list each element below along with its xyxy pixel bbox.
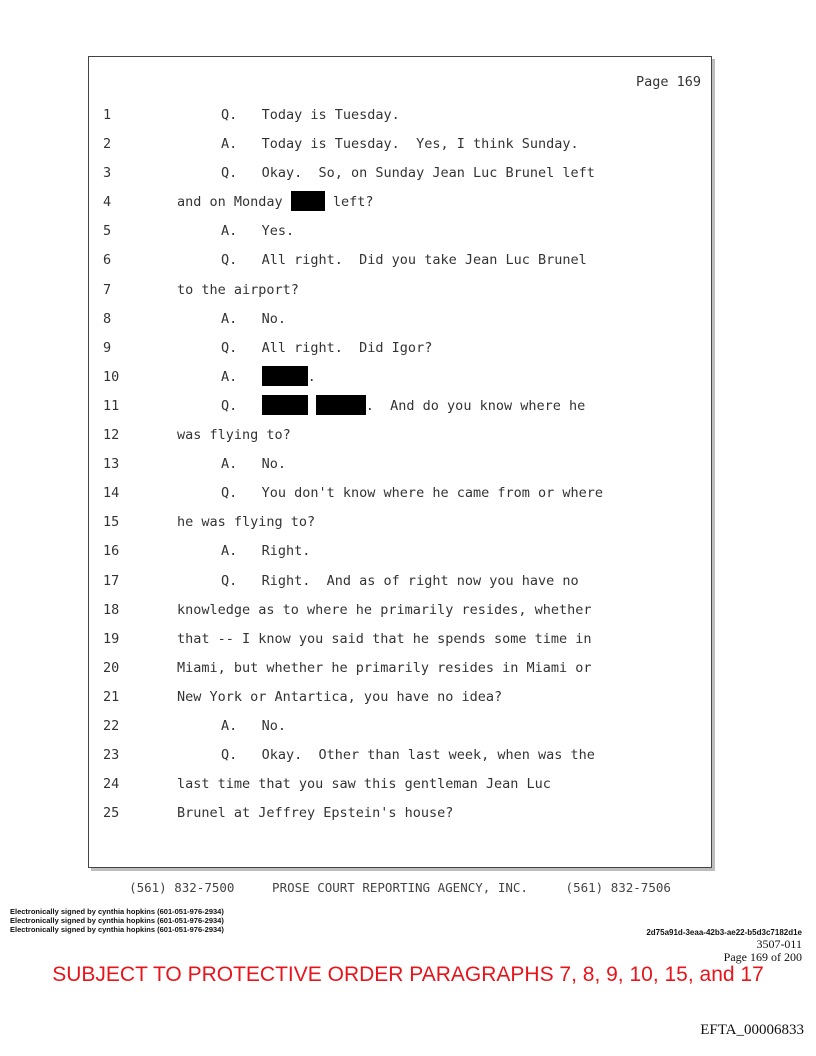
line-text: Q. All right. Did you take Jean Luc Brunel (221, 252, 587, 269)
line-number: 25 (103, 805, 120, 822)
line-number: 2 (103, 136, 112, 153)
redaction-box (262, 395, 308, 415)
line-text (221, 392, 585, 421)
transcript-line (89, 508, 711, 537)
line-number: 5 (103, 223, 112, 240)
transcript-line (89, 479, 711, 508)
document-metadata (646, 928, 802, 964)
transcript-line (89, 654, 711, 683)
line-text: he was flying to? (177, 514, 316, 531)
signature-line: Electronically signed by cynthia hopkins (601-051-976-2934) (10, 916, 224, 925)
line-number: 22 (103, 717, 120, 734)
line-text: was flying to? (177, 427, 291, 444)
line-text (221, 363, 316, 392)
line-text: Q. Right. And as of right now you have no (221, 572, 579, 589)
transcript-line (89, 130, 711, 159)
line-text: that -- I know you said that he spends some time in (177, 630, 592, 647)
line-text: A. No. (221, 456, 287, 473)
transcript-line (89, 625, 711, 654)
transcript-line (89, 567, 711, 596)
line-number: 12 (103, 427, 120, 444)
document-hash: 2d75a91d-3eaa-42b3-ae22-b5d3c7182d1e (646, 928, 802, 937)
line-number: 6 (103, 252, 112, 269)
line-number: 11 (103, 397, 120, 414)
electronic-signatures (10, 907, 224, 934)
line-number: 10 (103, 368, 120, 385)
line-number: 8 (103, 310, 112, 327)
transcript-lines (89, 101, 711, 828)
line-text: Brunel at Jeffrey Epstein's house? (177, 805, 454, 822)
redaction-box (316, 395, 366, 415)
transcript-line (89, 363, 711, 392)
transcript-line (89, 450, 711, 479)
page-header: Page 169 (635, 74, 701, 90)
line-number: 18 (103, 601, 120, 618)
line-text: knowledge as to where he primarily resides, whether (177, 601, 592, 618)
transcript-line (89, 101, 711, 130)
line-text: A. No. (221, 717, 287, 734)
line-number: 20 (103, 659, 120, 676)
line-text: Q. Okay. So, on Sunday Jean Luc Brunel left (221, 165, 595, 182)
line-text-part: A. (221, 368, 262, 385)
exhibit-number: 3507-011 (756, 937, 802, 951)
line-text: A. Today is Tuesday. Yes, I think Sunday. (221, 136, 579, 153)
line-number: 21 (103, 688, 120, 705)
transcript-line (89, 246, 711, 275)
line-text-part (308, 398, 316, 414)
transcript-line (89, 770, 711, 799)
redaction-box (291, 191, 325, 211)
line-number: 14 (103, 485, 120, 502)
line-text: Q. You don't know where he came from or where (221, 485, 604, 502)
transcript-line (89, 596, 711, 625)
transcript-line (89, 305, 711, 334)
line-text-part: and on Monday (177, 194, 291, 211)
line-number: 24 (103, 776, 120, 793)
line-text: last time that you saw this gentleman Jean Luc (177, 776, 551, 793)
transcript-line (89, 421, 711, 450)
line-number: 9 (103, 339, 112, 356)
transcript-line (89, 276, 711, 305)
signature-line: Electronically signed by cynthia hopkins (601-051-976-2934) (10, 907, 224, 916)
reporting-agency-footer: (561) 832-7500 PROSE COURT REPORTING AGENCY, INC. (561) 832-7506 (129, 880, 671, 895)
protective-order-banner: SUBJECT TO PROTECTIVE ORDER PARAGRAPHS 7, 8, 9, 10, 15, and 17 (52, 963, 764, 986)
line-text: A. Right. (221, 543, 311, 560)
transcript-line (89, 159, 711, 188)
line-number: 7 (103, 281, 112, 298)
line-text: New York or Antartica, you have no idea? (177, 688, 503, 705)
transcript-line (89, 683, 711, 712)
line-text: Q. Okay. Other than last week, when was the (221, 747, 595, 764)
transcript-line (89, 217, 711, 246)
line-number: 16 (103, 543, 120, 560)
line-number: 15 (103, 514, 120, 531)
line-number: 1 (103, 107, 112, 123)
line-number: 13 (103, 456, 120, 473)
line-text (177, 188, 374, 217)
line-number: 19 (103, 630, 120, 647)
line-text: Miami, but whether he primarily resides in Miami or (177, 659, 592, 676)
transcript-page-frame (88, 56, 712, 868)
transcript-line (89, 741, 711, 770)
line-text-part: Q. (221, 397, 262, 414)
line-number: 3 (103, 165, 112, 182)
line-text-part: left? (324, 194, 374, 211)
transcript-line (89, 712, 711, 741)
line-number: 17 (103, 572, 120, 589)
transcript-line (89, 537, 711, 566)
line-text: A. Yes. (221, 223, 295, 240)
transcript-line (89, 188, 711, 217)
line-text: to the airport? (177, 281, 299, 298)
page-count: Page 169 of 200 (723, 950, 802, 964)
line-text-part: . And do you know where he (365, 397, 586, 414)
redaction-box (262, 366, 308, 386)
line-number: 23 (103, 747, 120, 764)
line-number: 4 (103, 194, 112, 211)
line-text-part: . (307, 368, 316, 385)
line-text: Q. Today is Tuesday. (221, 107, 400, 123)
transcript-line (89, 799, 711, 828)
signature-line: Electronically signed by cynthia hopkins (601-051-976-2934) (10, 925, 224, 934)
bates-number: EFTA_00006833 (700, 1022, 804, 1038)
line-text: Q. All right. Did Igor? (221, 339, 433, 356)
transcript-line (89, 334, 711, 363)
transcript-line (89, 392, 711, 421)
line-text: A. No. (221, 310, 287, 327)
